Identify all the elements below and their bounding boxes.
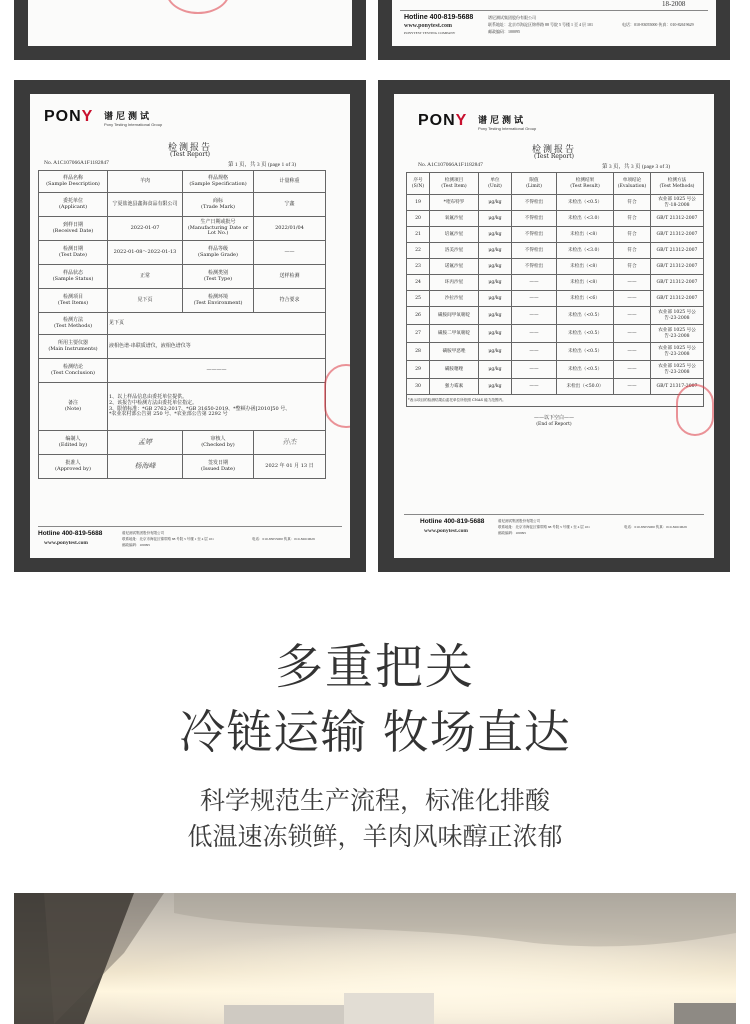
cell-result: 未检出（<0.5） <box>557 307 614 325</box>
cell-unit: μg/kg <box>479 379 512 395</box>
cell-label: 签发日期 <box>207 459 228 466</box>
header-cell: 检测项目 <box>444 178 464 184</box>
table-row <box>407 211 704 227</box>
cell-eval: 符合 <box>614 195 651 211</box>
note-line: *农业农村部公告第 250 号、*农业部公告第 2292 号 <box>109 411 228 418</box>
cell-label-en: (Sample Status) <box>52 275 94 282</box>
hotline-text: Hotline 400-819-5688 <box>420 518 485 525</box>
footer-postcode: 邮政编码：100095 <box>498 531 526 535</box>
logo-chinese: 谱尼测试 <box>104 112 153 122</box>
header-cell: 检测结果 <box>575 178 595 184</box>
cell-label-en: (Main Instruments) <box>48 345 98 352</box>
report-title: 检测报告 <box>167 143 212 153</box>
website-text: www.ponytest.com <box>424 528 468 534</box>
cell-limit: 不得检出 <box>512 243 557 259</box>
cell-method: 农业部 1025 号公告-23-2008 <box>651 325 704 343</box>
footnote-cell: *表示项目的检测结果由委托单位所依照 CNAS 能力范围内。 <box>407 395 704 407</box>
pasture-photo-graphic <box>14 893 736 1024</box>
cell-value: 宁鑫 <box>254 193 326 217</box>
website-text: www.ponytest.com <box>404 23 452 29</box>
cell-result: 未检出（<8） <box>557 275 614 291</box>
page-indicator <box>228 160 296 168</box>
subtitle-line-1: 科学规范生产流程，标准化排酸 <box>199 786 550 815</box>
report-title-en: (Test Report) <box>534 153 574 160</box>
cell-label: 到样日期 <box>62 221 83 228</box>
cell-label-en: (Issued Date) <box>201 465 235 472</box>
pasture-photo <box>14 893 736 1024</box>
cell-eval: —— <box>614 361 651 379</box>
cell-result: 未检出（<8） <box>557 227 614 243</box>
pony-logo: PONY <box>418 112 468 129</box>
cell-result: 未检出（<0.5） <box>557 343 614 361</box>
pony-logo: PONY <box>44 108 94 125</box>
cell-label: 样品状态 <box>62 269 83 276</box>
cell-limit: —— <box>512 275 557 291</box>
cell-value: 符合要求 <box>254 289 326 313</box>
cell-result: 未检出（<0.5） <box>557 325 614 343</box>
cell-item: 磺胺二甲氧嘧啶 <box>430 325 479 343</box>
cell-result: 未检出（<3.0） <box>557 243 614 259</box>
cell-label: 检测方法 <box>62 316 83 323</box>
note-line: 1、以上样品信息由委托单位提供。 <box>109 394 188 400</box>
cell-sn: 27 <box>407 325 430 343</box>
cell-label: 商标 <box>212 197 223 204</box>
cell-label: 编制人 <box>65 435 81 442</box>
cell-unit: μg/kg <box>479 307 512 325</box>
cell-eval: 符合 <box>614 227 651 243</box>
footer-line <box>404 514 704 515</box>
cell-value: 2022 年 01 月 13 日 <box>254 455 326 479</box>
hotline-text: Hotline 400-819-5688 <box>404 14 474 21</box>
note-line: 2、该报告中检测方法由委托单位指定。 <box>109 399 198 406</box>
cell-method: 农业部 1025 号公告-23-2008 <box>651 343 704 361</box>
cell-result: 未检出（<50.0） <box>557 379 614 395</box>
cell-limit: 不得检出 <box>512 227 557 243</box>
footer-line <box>400 10 708 11</box>
cell-eval: —— <box>614 379 651 395</box>
cell-label-en: (Edited by) <box>58 441 88 448</box>
results-table <box>406 172 704 407</box>
cell-method: 农业部 1025 号公告-18-2008 <box>651 195 704 211</box>
report-frame-page-3 <box>378 80 730 572</box>
cell-item: *喹布特罗 <box>430 195 479 211</box>
cell-sn: 24 <box>407 275 430 291</box>
report-frame-top-left <box>14 0 366 60</box>
cell-label: 所用主要仪器 <box>57 339 88 346</box>
footer-postcode: 邮政编码：100095 <box>122 543 150 547</box>
cell-value: 宁夏盐池县鑫海食品有限公司 <box>108 193 183 217</box>
subtitle-line-2: 低温速冻锁鲜，羊肉风味醇正浓郁 <box>187 822 563 851</box>
note-line: 3、限值标准：*GB 2762-2017、*GB 31650-2019、*整顿办函[2010]50 号、 <box>109 405 291 412</box>
red-seal-stamp <box>676 384 714 436</box>
signature-checked: 孙杰 <box>254 431 326 455</box>
cell-label: 检测项目 <box>62 293 83 300</box>
header-cell-en: (Test Result) <box>570 183 600 189</box>
cell-result: 未检出（<0.5） <box>557 361 614 379</box>
header-cell: 检测方法 <box>667 178 687 184</box>
red-seal-stamp <box>166 0 230 14</box>
cell-value: —— <box>254 241 326 265</box>
cell-eval: 符合 <box>614 211 651 227</box>
cell-label: 检测类别 <box>207 269 228 276</box>
footer-tel: 电话：010-83055000 传真：010-82619629 <box>252 537 315 541</box>
report-title-en: (Test Report) <box>170 151 210 158</box>
page-text-en: (page 3 of 3) <box>641 164 671 170</box>
cell-method: GB/T 21312-2007 <box>651 291 704 307</box>
cell-result: 未检出（<0.5） <box>557 195 614 211</box>
cell-limit: 不得检出 <box>512 195 557 211</box>
cell-sn: 28 <box>407 343 430 361</box>
cell-sn: 21 <box>407 227 430 243</box>
cell-limit: —— <box>512 291 557 307</box>
table-row <box>407 259 704 275</box>
cell-label: 样品名称 <box>62 174 83 181</box>
report-title: 检测报告 <box>531 145 576 155</box>
cell-unit: μg/kg <box>479 361 512 379</box>
header-cell-en: (Limit) <box>526 183 542 189</box>
cell-label-en: (Trade Mark) <box>201 203 235 210</box>
cell-eval: —— <box>614 325 651 343</box>
cell-value: 液相色谱-串联质谱仪，液相色谱仪等 <box>108 335 326 359</box>
cell-method: GB/T 21317-2007 <box>651 379 704 395</box>
cell-value: 见下页 <box>108 289 183 313</box>
hotline-text: Hotline 400-819-5688 <box>38 530 103 537</box>
cell-label-en: (Test Type) <box>203 275 233 282</box>
cell-limit: —— <box>512 307 557 325</box>
cell-limit: —— <box>512 361 557 379</box>
cell-item: 磺胺噻唑 <box>430 361 479 379</box>
cell-method: 农业部 1025 号公告-23-2008 <box>651 307 704 325</box>
cell-label-en: (Received Date) <box>52 227 94 234</box>
cell-item: 磺胺甲恶唑 <box>430 343 479 361</box>
cell-value: 2022-01-07 <box>108 217 183 241</box>
cell-label: 检测结论 <box>62 363 83 370</box>
cell-eval: —— <box>614 291 651 307</box>
cell-method: GB/T 21312-2007 <box>651 259 704 275</box>
cell-label-en: (Applicant) <box>58 203 88 210</box>
cell-value: 2022-01-08～2022-01-13 <box>108 241 183 265</box>
note-cell <box>108 383 326 431</box>
sample-info-table <box>38 170 326 479</box>
table-row <box>407 227 704 243</box>
cell-unit: μg/kg <box>479 195 512 211</box>
cell-label: 样品等级 <box>207 245 228 252</box>
cell-label-en: (Manufacturing Date or Lot No.) <box>187 224 249 237</box>
cell-label: 检测环境 <box>207 293 228 300</box>
cell-limit: 不得检出 <box>512 259 557 275</box>
signature-approved: 杨海峰 <box>108 455 183 479</box>
report-number: No. A1C107066A1F1182847 <box>44 160 109 166</box>
logo-english: Pony Testing International Group <box>478 126 537 131</box>
footer-tel: 电话：010-83055000 传真：010-82619629 <box>624 525 687 529</box>
cell-result: 未检出（<6） <box>557 291 614 307</box>
cell-label: 备注 <box>67 399 78 406</box>
cell-sn: 25 <box>407 291 430 307</box>
page-indicator <box>602 162 670 170</box>
report-paper <box>30 94 350 558</box>
header-cell: 限值 <box>529 178 539 184</box>
table-header-row <box>407 173 704 195</box>
cell-unit: μg/kg <box>479 227 512 243</box>
cell-label-en: (Sample Grade) <box>198 251 238 258</box>
cell-item: 磺胺间甲氧嘧啶 <box>430 307 479 325</box>
cell-item: 培氟沙星 <box>430 227 479 243</box>
cell-sn: 30 <box>407 379 430 395</box>
header-cell: 单位 <box>490 178 500 184</box>
cell-value: 送样检测 <box>254 265 326 289</box>
cell-item: 氧氟沙星 <box>430 211 479 227</box>
cell-label: 委托单位 <box>62 197 83 204</box>
cell-result: 未检出（<8） <box>557 259 614 275</box>
cell-unit: μg/kg <box>479 325 512 343</box>
table-row <box>407 361 704 379</box>
cell-method: GB/T 21312-2007 <box>651 211 704 227</box>
cell-limit: —— <box>512 343 557 361</box>
cell-value: 见下页 <box>108 313 326 335</box>
footer-address: 联系地址：北京市海淀区锦带路 88 号院 5 号楼 1 至 4 层 101 <box>122 537 214 541</box>
cell-label: 审核人 <box>210 435 226 442</box>
cell-eval: 符合 <box>614 259 651 275</box>
table-row <box>407 243 704 259</box>
website-text: www.ponytest.com <box>44 540 88 546</box>
table-row <box>407 307 704 325</box>
cell-item: 洛美沙星 <box>430 243 479 259</box>
cell-sn: 22 <box>407 243 430 259</box>
cell-sn: 29 <box>407 361 430 379</box>
footer-address: 联系地址：北京市海淀区锦带路 88 号院 5 号楼 1 至 4 层 101 <box>498 525 590 529</box>
cell-limit: 不得检出 <box>512 211 557 227</box>
cell-label-en: (Test Conclusion) <box>50 369 96 376</box>
table-row <box>407 275 704 291</box>
cell-limit: —— <box>512 379 557 395</box>
page-text-en: (page 1 of 3) <box>267 162 297 168</box>
header-cell-en: (Evaluation) <box>617 183 647 189</box>
red-seal-stamp <box>324 364 350 428</box>
cell-value: 正常 <box>108 265 183 289</box>
cell-label: 检测日期 <box>62 245 83 252</box>
cell-label-en: (Note) <box>64 405 82 412</box>
footer-company: 谱尼测试集团股份有限公司 <box>488 15 536 20</box>
cell-method: GB/T 21312-2007 <box>651 227 704 243</box>
footer-postcode: 邮政编码：100095 <box>488 29 520 34</box>
report-paper <box>28 0 352 46</box>
header-cell-en: (Unit) <box>488 183 502 189</box>
standard-text: 18-2008 <box>662 0 686 8</box>
cell-label-en: (Test Items) <box>57 299 89 306</box>
page-text: 第 1 页，共 3 页 <box>228 162 267 168</box>
cell-sn: 19 <box>407 195 430 211</box>
cell-eval: —— <box>614 343 651 361</box>
header-cell: 序号 <box>413 178 423 184</box>
cell-label-en: (Test Methods) <box>53 322 93 329</box>
page-text: 第 3 页，共 3 页 <box>602 164 641 170</box>
cell-eval: —— <box>614 307 651 325</box>
report-number: No. A1C107066A1F1182847 <box>418 162 483 168</box>
signature-edited: 孟婷 <box>108 431 183 455</box>
cell-sn: 20 <box>407 211 430 227</box>
table-row <box>407 195 704 211</box>
cell-value: 2022/01/04 <box>254 217 326 241</box>
footer-line <box>38 526 342 527</box>
header-cell-en: (Test Methods) <box>659 183 695 189</box>
cell-eval: —— <box>614 275 651 291</box>
cell-unit: μg/kg <box>479 343 512 361</box>
cell-label-en: (Checked by) <box>201 441 235 448</box>
company-code: PONYTEST TESTING COMPANY <box>404 31 456 35</box>
footnote-row <box>407 395 704 407</box>
cell-sn: 23 <box>407 259 430 275</box>
cell-label: 样品规格 <box>207 174 228 181</box>
header-cell-en: (S/N) <box>411 183 425 189</box>
cell-method: GB/T 21312-2007 <box>651 243 704 259</box>
end-of-report: ——以下空白—— <box>533 415 574 421</box>
cell-label: 批准人 <box>65 459 81 466</box>
cell-limit: —— <box>512 325 557 343</box>
report-paper <box>394 94 714 558</box>
logo-chinese: 谱尼测试 <box>478 116 527 126</box>
table-row <box>407 291 704 307</box>
cell-value: ———— <box>108 359 326 383</box>
table-row <box>407 343 704 361</box>
cell-unit: μg/kg <box>479 291 512 307</box>
footer-address: 联系地址：北京市海淀区锦带路 88 号院 5 号楼 1 至 4 层 101 <box>488 22 593 27</box>
cell-method: GB/T 21312-2007 <box>651 275 704 291</box>
report-paper <box>392 0 716 46</box>
cell-item: 环丙沙星 <box>430 275 479 291</box>
footer-tel: 电话：010-83055000 传真：010-82619629 <box>622 22 694 27</box>
headline-secondary: 冷链运输 牧场直达 <box>179 705 571 759</box>
cell-item: 强力霉素 <box>430 379 479 395</box>
headline-primary: 多重把关 <box>274 639 475 695</box>
end-of-report-en: (End of Report) <box>536 422 572 427</box>
cell-unit: μg/kg <box>479 211 512 227</box>
report-frame-page-1 <box>14 80 366 572</box>
cell-label: 生产日期或批号 <box>200 218 236 225</box>
cell-item: 诺氟沙星 <box>430 259 479 275</box>
logo-english: Pony Testing International Group <box>104 122 163 127</box>
cell-value: 计量称重 <box>254 171 326 193</box>
cell-unit: μg/kg <box>479 259 512 275</box>
cell-result: 未检出（<3.0） <box>557 211 614 227</box>
table-row <box>407 325 704 343</box>
cell-label-en: (Test Environment) <box>193 299 243 306</box>
cell-sn: 26 <box>407 307 430 325</box>
report-frame-top-right <box>378 0 730 60</box>
footer-company: 谱尼测试集团股份有限公司 <box>498 519 540 523</box>
header-cell: 单项结论 <box>622 178 642 184</box>
cell-unit: μg/kg <box>479 243 512 259</box>
cell-value: 羊肉 <box>108 171 183 193</box>
footer-company: 谱尼测试集团股份有限公司 <box>122 531 164 535</box>
cell-unit: μg/kg <box>479 275 512 291</box>
cell-label-en: (Sample Specification) <box>189 180 247 187</box>
cell-label-en: (Approved by) <box>55 465 91 472</box>
cell-label-en: (Test Date) <box>59 251 87 258</box>
table-row <box>407 379 704 395</box>
cell-label-en: (Sample Description) <box>46 180 100 187</box>
cell-method: 农业部 1025 号公告-23-2008 <box>651 361 704 379</box>
cell-item: 沙拉沙星 <box>430 291 479 307</box>
header-cell-en: (Test Item) <box>441 183 467 189</box>
cell-eval: 符合 <box>614 243 651 259</box>
